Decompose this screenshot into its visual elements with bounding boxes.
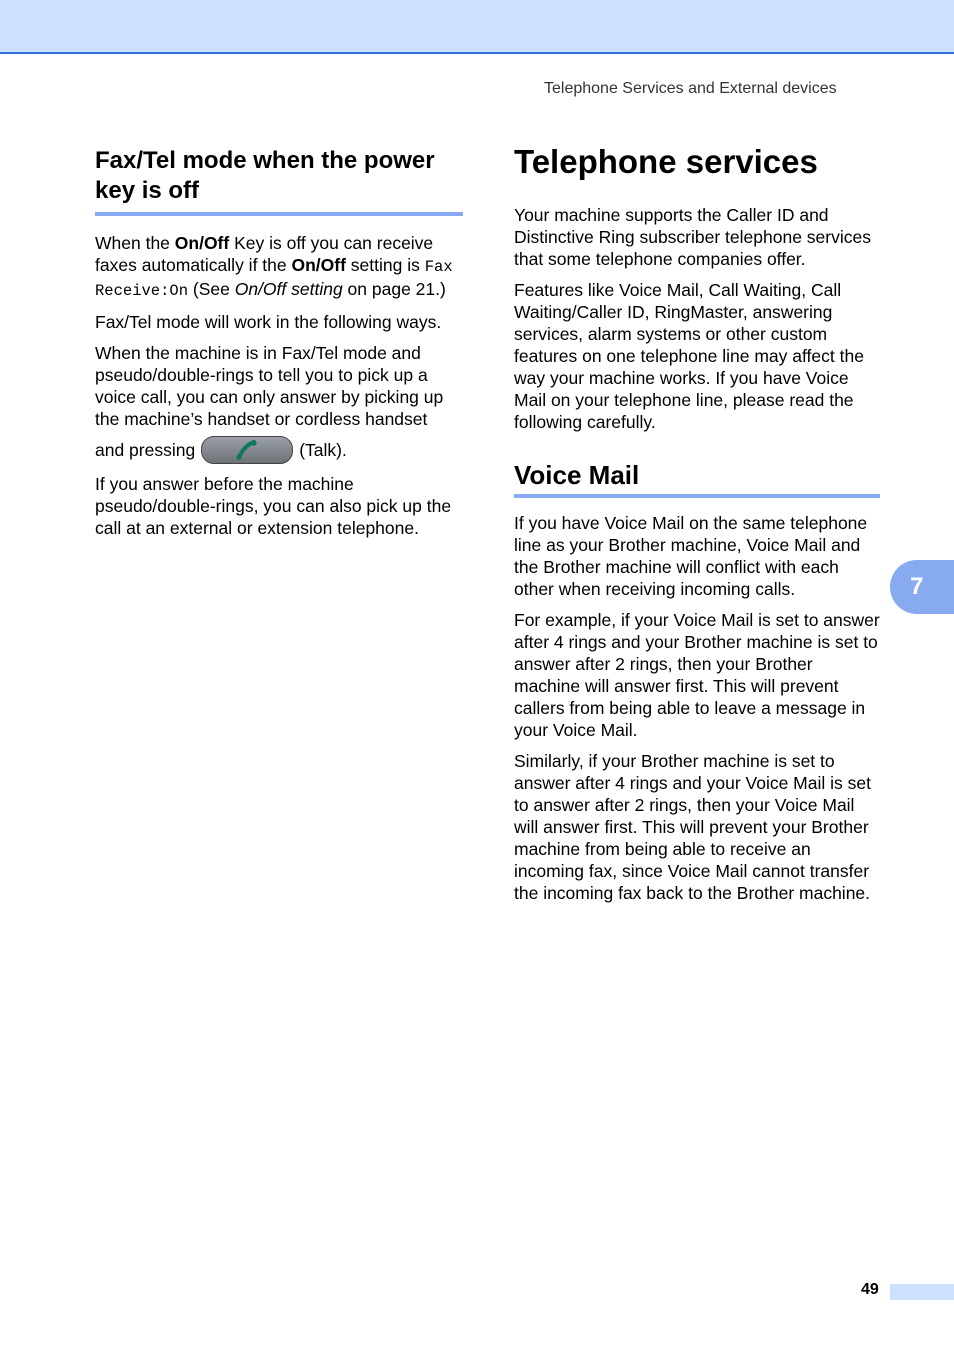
paragraph-on-off [95, 232, 463, 302]
text: on page 21.) [342, 279, 446, 299]
paragraph-voice-mail-conflict: If you have Voice Mail on the same telephone line as your Brother machine, Voice Mail and the Brother machine will conflict with each other when receiving incoming calls. [514, 513, 868, 599]
page-number: 49 [861, 1281, 879, 1298]
bold-key-name: On/Off [174, 233, 230, 253]
paragraph-answer-before: If you answer before the machine pseudo/double-rings, you can also pick up the call at an external or extension telephone. [95, 474, 452, 538]
text: (Talk). [299, 440, 347, 460]
section-heading-fax-tel: Fax/Tel mode when the power key is off [95, 146, 463, 216]
text: Key is off you can receive faxes automatically if the [95, 233, 434, 275]
talk-handset-icon [234, 440, 260, 460]
bold-key-name: On/Off [291, 255, 346, 275]
paragraph-caller-id: Your machine supports the Caller ID and Distinctive Ring subscriber telephone services that some telephone companies offer. [514, 205, 871, 269]
section-heading-voice-mail: Voice Mail [514, 460, 880, 498]
running-title: Telephone Services and External devices [544, 80, 837, 97]
paragraph-fax-tel-mode: When the machine is in Fax/Tel mode and pseudo/double-rings to tell you to pick up a voice call, you can only answer by picking up the machine’s handset or cordless handset [95, 343, 444, 429]
chapter-tab: 7 [890, 560, 954, 614]
footer-band [890, 1284, 954, 1300]
text: and pressing [95, 440, 196, 460]
text: setting is [345, 255, 425, 275]
setting-code: Fax Receive:On [95, 258, 453, 300]
header-band [0, 0, 954, 54]
page-title: Telephone services [514, 143, 818, 180]
cross-reference-link[interactable]: On/Off setting [234, 279, 343, 299]
text: When the [95, 233, 175, 253]
paragraph-talk [95, 436, 463, 464]
talk-button [201, 436, 293, 464]
right-column [514, 142, 880, 913]
paragraph-voice-mail-example: For example, if your Voice Mail is set to answer after 4 rings and your Brother machine is set to answer after 2 rings, then your Brother machine will answer first. This will prevent callers from being able to leave a message in your Voice Mail. [514, 610, 880, 740]
paragraph-ways: Fax/Tel mode will work in the following ways. [95, 312, 442, 332]
left-column [95, 146, 463, 548]
text: (See [188, 279, 235, 299]
paragraph-features: Features like Voice Mail, Call Waiting, Call Waiting/Caller ID, RingMaster, answering services, alarm systems or other custom features on one telephone line may affect the way your machine works. If you have Voice Mail on your telephone line, please read the following carefully. [514, 280, 864, 432]
paragraph-voice-mail-similarly: Similarly, if your Brother machine is set to answer after 4 rings and your Voice Mail is set to answer after 2 rings, then your Voice Mail will answer first. This will prevent your Brother machine from being able to receive an incoming fax, since Voice Mail cannot transfer the incoming fax back to the Brother machine. [514, 751, 871, 903]
